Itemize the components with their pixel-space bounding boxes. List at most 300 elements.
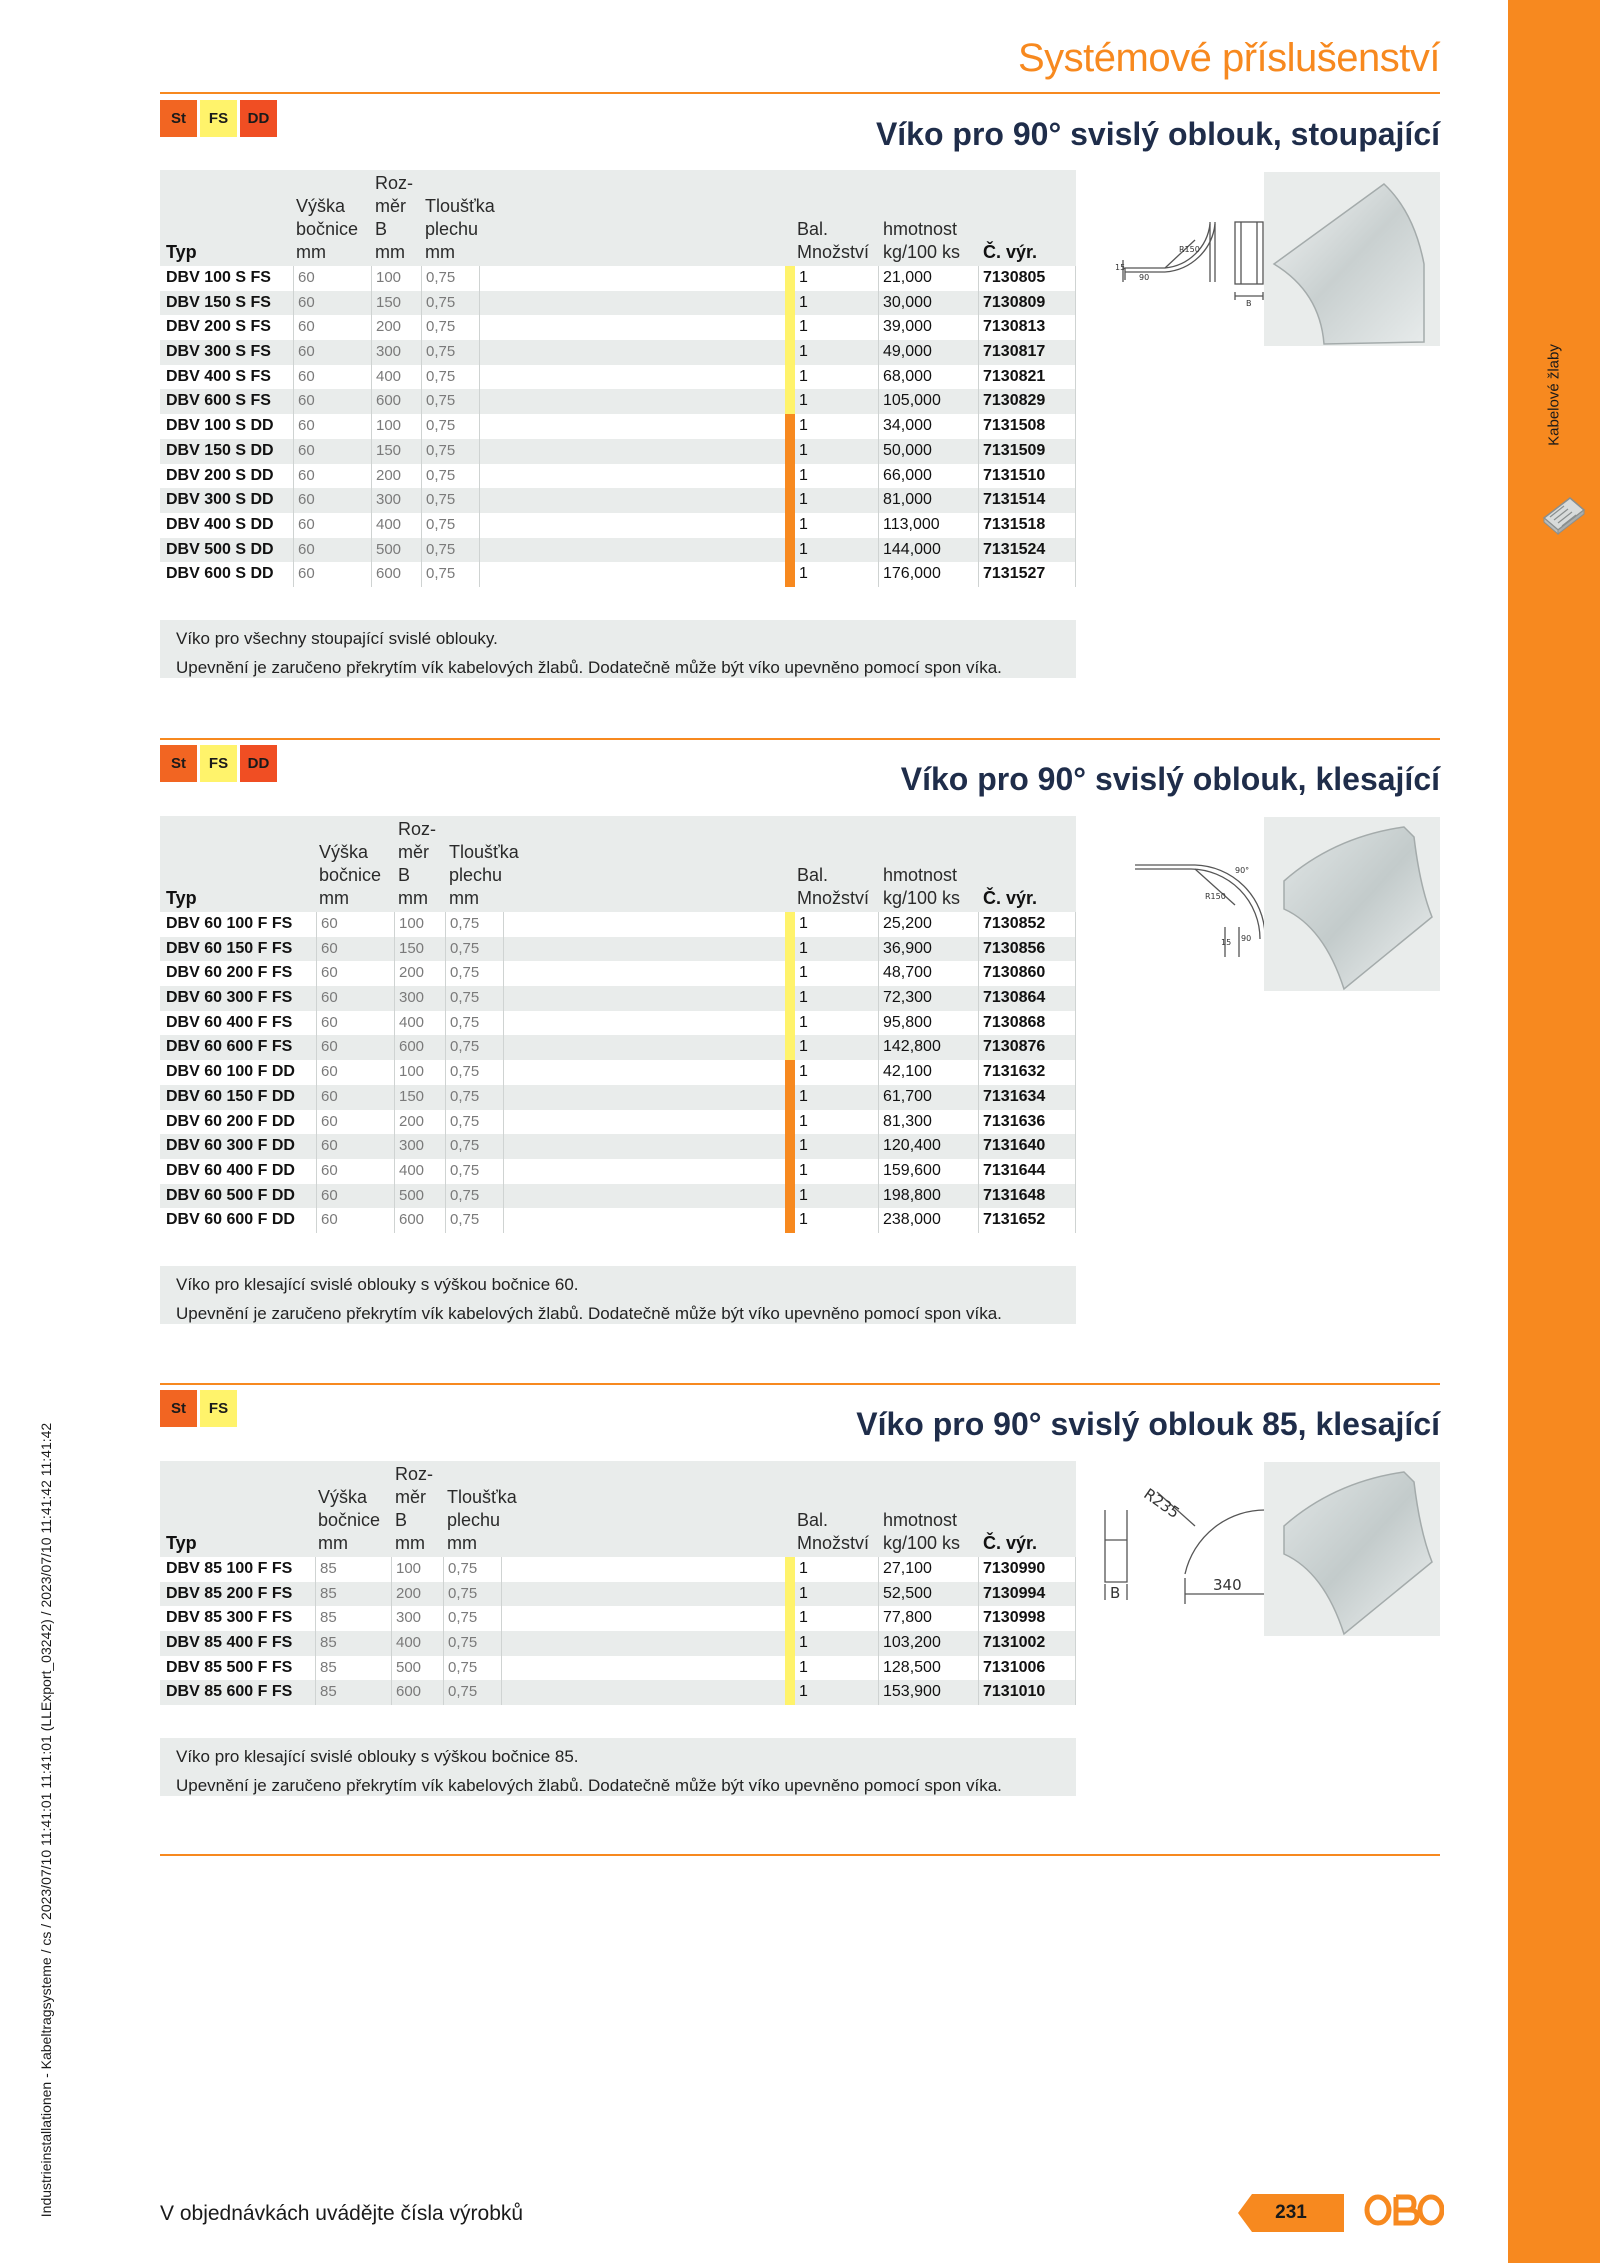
cell-vyska: 60 (321, 1112, 338, 1130)
table-row (160, 986, 1076, 1011)
cell-hmotnost: 48,700 (883, 964, 932, 982)
product-table (160, 170, 1076, 587)
col-typ: Typ (166, 888, 197, 908)
cell-cislo: 7130868 (983, 1013, 1046, 1031)
section-title: Víko pro 90° svislý oblouk 85, klesající (856, 1406, 1440, 1442)
cell-rozmer: 100 (376, 417, 402, 435)
cell-hmotnost: 142,800 (883, 1038, 941, 1056)
badge-fs: FS (200, 100, 237, 137)
cell-cislo: 7131632 (983, 1063, 1046, 1081)
finish-strip (785, 291, 795, 316)
cell-hmotnost: 50,000 (883, 441, 932, 459)
cell-typ: DBV 85 300 F FS (166, 1609, 293, 1627)
drawing-label: 15 (1221, 938, 1232, 947)
finish-strip (785, 389, 795, 414)
cell-tloustka: 0,75 (426, 441, 456, 459)
cell-bal: 1 (799, 1038, 808, 1056)
cell-bal: 1 (799, 1186, 808, 1204)
finish-strip (785, 340, 795, 365)
cell-vyska: 60 (321, 989, 338, 1007)
cell-tloustka: 0,75 (450, 939, 480, 957)
cell-rozmer: 200 (376, 318, 402, 336)
cell-vyska: 60 (298, 515, 315, 533)
cell-hmotnost: 49,000 (883, 343, 932, 361)
note-line: Upevnění je zaručeno překrytím vík kabelových žlabů. Dodatečně může být víko upevněno pomocí spon víka. (176, 1304, 1002, 1323)
cell-tloustka: 0,75 (426, 392, 456, 410)
col-hmotnost: hmotnost kg/100 ks (883, 219, 961, 262)
cell-vyska: 60 (321, 1186, 338, 1204)
cell-bal: 1 (799, 515, 808, 533)
col-tloustka: Tloušťka plechu mm (447, 1487, 517, 1553)
drawing-label: 340 (1213, 1576, 1242, 1594)
table-row (160, 389, 1076, 414)
cell-hmotnost: 66,000 (883, 466, 932, 484)
badge-dd: DD (240, 100, 277, 137)
cell-tloustka: 0,75 (426, 565, 456, 583)
cell-tloustka: 0,75 (448, 1560, 478, 1577)
page-number-badge (1238, 2194, 1344, 2232)
col-rozmer: Roz- měr B mm (375, 173, 414, 262)
section-divider (160, 738, 1440, 740)
finish-strip (785, 464, 795, 489)
cell-typ: DBV 85 500 F FS (166, 1658, 293, 1676)
finish-strip (785, 1631, 795, 1656)
page-title: Systémové příslušenství (1018, 36, 1440, 80)
product-photo (1264, 172, 1440, 346)
cell-rozmer: 200 (376, 466, 402, 484)
cell-cislo: 7130821 (983, 367, 1046, 385)
material-badges (160, 1390, 237, 1427)
table-row (160, 1208, 1076, 1233)
cell-bal: 1 (799, 915, 808, 932)
note-line: Upevnění je zaručeno překrytím vík kabelových žlabů. Dodatečně může být víko upevněno pomocí spon víka. (176, 658, 1002, 677)
cell-cislo: 7131644 (983, 1161, 1046, 1179)
cell-vyska: 60 (321, 1211, 338, 1229)
col-tloustka: Tloušťka plechu mm (449, 842, 519, 908)
product-table (160, 1461, 1076, 1705)
badge-fs: FS (200, 1390, 237, 1427)
table-row (160, 464, 1076, 489)
page-header (160, 30, 1440, 94)
drawing-label: R150 (1179, 245, 1200, 254)
col-tloustka: Tloušťka plechu mm (425, 196, 495, 262)
drawing-label: B (1246, 299, 1252, 308)
badge-st: St (160, 100, 197, 137)
badge-dd: DD (240, 745, 277, 782)
cell-cislo: 7131002 (983, 1634, 1046, 1652)
cell-typ: DBV 60 300 F DD (166, 1137, 295, 1155)
cell-typ: DBV 85 600 F FS (166, 1683, 293, 1701)
footer-note: V objednávkách uvádějte čísla výrobků (160, 2202, 524, 2225)
cell-hmotnost: 159,600 (883, 1161, 941, 1179)
cell-cislo: 7131518 (983, 515, 1046, 533)
cell-bal: 1 (799, 466, 808, 484)
cell-bal: 1 (799, 1112, 808, 1130)
cell-vyska: 85 (320, 1683, 337, 1701)
cell-rozmer: 600 (376, 565, 402, 583)
table-row (160, 414, 1076, 439)
cell-vyska: 60 (298, 367, 315, 385)
cell-bal: 1 (799, 1013, 808, 1031)
cell-hmotnost: 21,000 (883, 269, 932, 286)
section-divider (160, 1854, 1440, 1856)
cell-typ: DBV 150 S FS (166, 293, 271, 311)
page-number: 231 (1275, 2202, 1307, 2223)
finish-strip (785, 266, 795, 291)
cell-hmotnost: 113,000 (883, 515, 940, 533)
finish-strip (785, 1110, 795, 1135)
finish-strip (785, 1035, 795, 1060)
cell-rozmer: 150 (376, 293, 402, 311)
table-row (160, 1582, 1076, 1607)
col-cislo: Č. výr. (983, 888, 1038, 908)
cell-bal: 1 (799, 491, 808, 509)
cell-bal: 1 (799, 1560, 808, 1577)
finish-strip (785, 513, 795, 538)
cell-vyska: 60 (298, 343, 315, 361)
finish-strip (785, 1159, 795, 1184)
section-note (160, 620, 1076, 678)
cell-hmotnost: 36,900 (883, 939, 932, 957)
cell-cislo: 7131509 (983, 441, 1046, 459)
cell-tloustka: 0,75 (450, 964, 480, 982)
cell-typ: DBV 60 300 F FS (166, 989, 293, 1007)
cell-bal: 1 (799, 939, 808, 957)
cell-tloustka: 0,75 (448, 1584, 478, 1602)
obo-logo (1364, 2192, 1444, 2228)
cell-bal: 1 (799, 1658, 808, 1676)
cell-cislo: 7131634 (983, 1087, 1046, 1105)
drawing-label: 90 (1241, 934, 1252, 943)
cell-vyska: 60 (321, 1063, 338, 1081)
cell-tloustka: 0,75 (450, 1087, 480, 1105)
table-row (160, 1631, 1076, 1656)
cell-hmotnost: 81,300 (883, 1112, 932, 1130)
cell-cislo: 7131514 (983, 491, 1046, 509)
table-row (160, 1011, 1076, 1036)
col-vyska: Výška bočnice mm (319, 842, 382, 908)
drawing-label: R150 (1205, 892, 1226, 901)
cell-typ: DBV 600 S DD (166, 565, 274, 583)
cell-cislo: 7130813 (983, 318, 1046, 336)
table-row (160, 1035, 1076, 1060)
cell-typ: DBV 60 600 F DD (166, 1211, 295, 1229)
finish-strip (785, 961, 795, 986)
cell-rozmer: 300 (396, 1609, 422, 1627)
cell-hmotnost: 25,200 (883, 915, 932, 932)
cell-vyska: 60 (321, 1013, 338, 1031)
cell-vyska: 60 (321, 915, 338, 932)
cell-bal: 1 (799, 540, 808, 558)
table-row (160, 937, 1076, 962)
table-header (160, 816, 1076, 912)
finish-strip (785, 414, 795, 439)
cell-vyska: 85 (320, 1584, 337, 1602)
cell-bal: 1 (799, 367, 808, 385)
table-header (160, 1461, 1076, 1557)
cell-tloustka: 0,75 (426, 466, 456, 484)
cell-typ: DBV 400 S FS (166, 367, 271, 385)
cell-vyska: 60 (298, 540, 315, 558)
material-badges (160, 100, 277, 137)
cell-typ: DBV 85 100 F FS (166, 1560, 293, 1577)
export-meta-text: Industrieinstallationen - Kabeltragsysteme / cs / 2023/07/10 11:41:01 11:41:01 (LLExport_03242) / 2023/07/10 11:41:42 11:41:42 (38, 1422, 54, 2218)
cell-vyska: 60 (298, 441, 315, 459)
cell-tloustka: 0,75 (448, 1634, 478, 1652)
cell-typ: DBV 60 200 F DD (166, 1112, 295, 1130)
cell-tloustka: 0,75 (426, 343, 456, 361)
note-line: Víko pro klesající svislé oblouky s výškou bočnice 85. (176, 1747, 579, 1766)
cell-tloustka: 0,75 (450, 1038, 480, 1056)
badge-st: St (160, 745, 197, 782)
cell-hmotnost: 144,000 (883, 540, 941, 558)
cell-hmotnost: 72,300 (883, 989, 932, 1007)
table-row (160, 1085, 1076, 1110)
col-typ: Typ (166, 242, 197, 262)
finish-strip (785, 538, 795, 563)
cell-vyska: 60 (321, 939, 338, 957)
cell-bal: 1 (799, 565, 808, 583)
cell-cislo: 7131508 (983, 417, 1046, 435)
cell-vyska: 85 (320, 1658, 337, 1676)
section-divider (160, 1383, 1440, 1385)
cell-cislo: 7130829 (983, 392, 1046, 410)
cell-hmotnost: 52,500 (883, 1584, 932, 1602)
cell-vyska: 60 (298, 293, 315, 311)
finish-strip (785, 1208, 795, 1233)
cell-rozmer: 300 (376, 491, 402, 509)
cell-cislo: 7130994 (983, 1584, 1046, 1602)
cell-hmotnost: 81,000 (883, 491, 932, 509)
cell-tloustka: 0,75 (450, 989, 480, 1007)
cell-bal: 1 (799, 1584, 808, 1602)
finish-strip (785, 1582, 795, 1607)
product-photo (1264, 817, 1440, 991)
cell-tloustka: 0,75 (426, 269, 456, 286)
product-table (160, 816, 1076, 1233)
cell-typ: DBV 500 S DD (166, 540, 274, 558)
cell-hmotnost: 105,000 (883, 392, 941, 410)
col-bal: Bal. Množství (797, 1510, 870, 1553)
side-tab-label: Kabelové žlaby (1545, 344, 1563, 446)
cell-cislo: 7130860 (983, 964, 1046, 982)
cell-tloustka: 0,75 (450, 1013, 480, 1031)
table-row (160, 1134, 1076, 1159)
cell-rozmer: 100 (399, 1063, 425, 1081)
finish-strip (785, 1557, 795, 1582)
cell-rozmer: 500 (376, 540, 402, 558)
section-klesajici (160, 745, 1440, 1325)
section-title: Víko pro 90° svislý oblouk, klesající (900, 761, 1440, 797)
cell-typ: DBV 400 S DD (166, 515, 274, 533)
cell-tloustka: 0,75 (450, 1211, 480, 1229)
table-row (160, 1184, 1076, 1209)
cell-bal: 1 (799, 964, 808, 982)
cell-tloustka: 0,75 (426, 318, 456, 336)
note-line: Upevnění je zaručeno překrytím vík kabelových žlabů. Dodatečně může být víko upevněno pomocí spon víka. (176, 1776, 1002, 1795)
cell-cislo: 7130876 (983, 1038, 1046, 1056)
side-tab-bar (1508, 0, 1600, 2263)
cell-rozmer: 600 (399, 1211, 425, 1229)
cell-rozmer: 400 (399, 1013, 425, 1031)
cell-rozmer: 400 (396, 1634, 422, 1652)
cell-cislo: 7131640 (983, 1137, 1046, 1155)
cell-tloustka: 0,75 (450, 1161, 480, 1179)
cell-hmotnost: 27,100 (883, 1560, 932, 1577)
cell-rozmer: 100 (376, 269, 402, 286)
cell-rozmer: 600 (376, 392, 402, 410)
cell-bal: 1 (799, 1683, 808, 1701)
finish-strip (785, 315, 795, 340)
cell-bal: 1 (799, 1609, 808, 1627)
cell-bal: 1 (799, 1634, 808, 1652)
cell-typ: DBV 60 150 F FS (166, 939, 293, 957)
cell-vyska: 85 (320, 1634, 337, 1652)
cell-vyska: 60 (321, 1137, 338, 1155)
cell-cislo: 7130998 (983, 1609, 1046, 1627)
cell-bal: 1 (799, 1137, 808, 1155)
cell-bal: 1 (799, 989, 808, 1007)
drawing-label: 90 (1139, 273, 1150, 282)
cell-tloustka: 0,75 (426, 515, 456, 533)
cell-tloustka: 0,75 (448, 1658, 478, 1676)
cell-typ: DBV 100 S DD (166, 417, 274, 435)
cell-bal: 1 (799, 293, 808, 311)
col-rozmer: Roz- měr B mm (395, 1464, 434, 1553)
cell-rozmer: 500 (399, 1186, 425, 1204)
table-row (160, 538, 1076, 563)
finish-strip (785, 365, 795, 390)
cell-rozmer: 300 (399, 1137, 425, 1155)
cell-hmotnost: 120,400 (883, 1137, 941, 1155)
cell-bal: 1 (799, 269, 808, 286)
cell-tloustka: 0,75 (426, 491, 456, 509)
cell-vyska: 60 (298, 565, 315, 583)
cell-vyska: 60 (298, 491, 315, 509)
badge-st: St (160, 1390, 197, 1427)
table-row (160, 1110, 1076, 1135)
table-row (160, 1159, 1076, 1184)
cell-rozmer: 200 (396, 1584, 422, 1602)
cell-vyska: 60 (321, 1161, 338, 1179)
cell-cislo: 7131010 (983, 1683, 1046, 1701)
cell-bal: 1 (799, 417, 808, 435)
cell-hmotnost: 39,000 (883, 318, 932, 336)
cell-rozmer: 600 (396, 1683, 422, 1701)
cell-vyska: 85 (320, 1609, 337, 1627)
cell-typ: DBV 150 S DD (166, 441, 274, 459)
table-row (160, 266, 1076, 291)
col-vyska: Výška bočnice mm (318, 1487, 381, 1553)
cell-tloustka: 0,75 (450, 1112, 480, 1130)
finish-strip (785, 1060, 795, 1085)
finish-strip (785, 562, 795, 587)
cell-tloustka: 0,75 (448, 1609, 478, 1627)
cell-rozmer: 400 (399, 1161, 425, 1179)
col-vyska: Výška bočnice mm (296, 196, 359, 262)
cell-hmotnost: 176,000 (883, 565, 941, 583)
cell-typ: DBV 600 S FS (166, 392, 271, 410)
cell-hmotnost: 42,100 (883, 1063, 932, 1081)
cell-rozmer: 200 (399, 1112, 425, 1130)
cell-typ: DBV 60 500 F DD (166, 1186, 295, 1204)
finish-strip (785, 488, 795, 513)
section-stoupajici (160, 100, 1440, 680)
note-line: Víko pro klesající svislé oblouky s výškou bočnice 60. (176, 1275, 579, 1294)
cell-tloustka: 0,75 (426, 293, 456, 311)
table-row (160, 1606, 1076, 1631)
col-bal: Bal. Množství (797, 865, 870, 908)
table-row (160, 562, 1076, 587)
cell-typ: DBV 300 S DD (166, 491, 274, 509)
finish-strip (785, 1184, 795, 1209)
section-note (160, 1266, 1076, 1324)
cell-bal: 1 (799, 318, 808, 336)
section-title: Víko pro 90° svislý oblouk, stoupající (875, 116, 1440, 152)
cell-typ: DBV 60 400 F DD (166, 1161, 295, 1179)
finish-strip (785, 1656, 795, 1681)
cell-cislo: 7130809 (983, 293, 1046, 311)
col-typ: Typ (166, 1533, 197, 1553)
table-row (160, 340, 1076, 365)
cell-rozmer: 400 (376, 515, 402, 533)
cell-rozmer: 300 (376, 343, 402, 361)
section-klesajici-85 (160, 1390, 1440, 1800)
cell-rozmer: 150 (399, 1087, 425, 1105)
cell-vyska: 60 (321, 1087, 338, 1105)
col-hmotnost: hmotnost kg/100 ks (883, 1510, 961, 1553)
cell-bal: 1 (799, 1087, 808, 1105)
cell-hmotnost: 238,000 (883, 1211, 941, 1229)
cell-bal: 1 (799, 343, 808, 361)
cell-rozmer: 150 (399, 939, 425, 957)
cell-tloustka: 0,75 (426, 367, 456, 385)
table-row (160, 1656, 1076, 1681)
col-bal: Bal. Množství (797, 219, 870, 262)
cell-typ: DBV 85 400 F FS (166, 1634, 293, 1652)
cell-hmotnost: 198,800 (883, 1186, 941, 1204)
cell-rozmer: 500 (396, 1658, 422, 1676)
cell-tloustka: 0,75 (426, 417, 456, 435)
cell-typ: DBV 300 S FS (166, 343, 271, 361)
table-row (160, 439, 1076, 464)
cell-cislo: 7130805 (983, 269, 1046, 286)
note-line: Víko pro všechny stoupající svislé oblouky. (176, 629, 498, 648)
table-row (160, 1060, 1076, 1085)
cell-rozmer: 300 (399, 989, 425, 1007)
cable-tray-icon (1540, 488, 1588, 536)
cell-typ: DBV 60 400 F FS (166, 1013, 293, 1031)
cell-vyska: 60 (321, 1038, 338, 1056)
cell-tloustka: 0,75 (426, 540, 456, 558)
cell-tloustka: 0,75 (448, 1683, 478, 1701)
cell-rozmer: 600 (399, 1038, 425, 1056)
cell-cislo: 7131006 (983, 1658, 1046, 1676)
finish-strip (785, 1011, 795, 1036)
cell-vyska: 85 (320, 1560, 337, 1577)
cell-hmotnost: 30,000 (883, 293, 932, 311)
cell-cislo: 7130817 (983, 343, 1046, 361)
finish-strip (785, 912, 795, 937)
cell-typ: DBV 85 200 F FS (166, 1584, 293, 1602)
cell-bal: 1 (799, 392, 808, 410)
cell-bal: 1 (799, 1063, 808, 1081)
cell-tloustka: 0,75 (450, 1063, 480, 1081)
cell-rozmer: 200 (399, 964, 425, 982)
drawing-label: R235 (1140, 1484, 1183, 1522)
finish-strip (785, 1680, 795, 1705)
cell-tloustka: 0,75 (450, 1137, 480, 1155)
